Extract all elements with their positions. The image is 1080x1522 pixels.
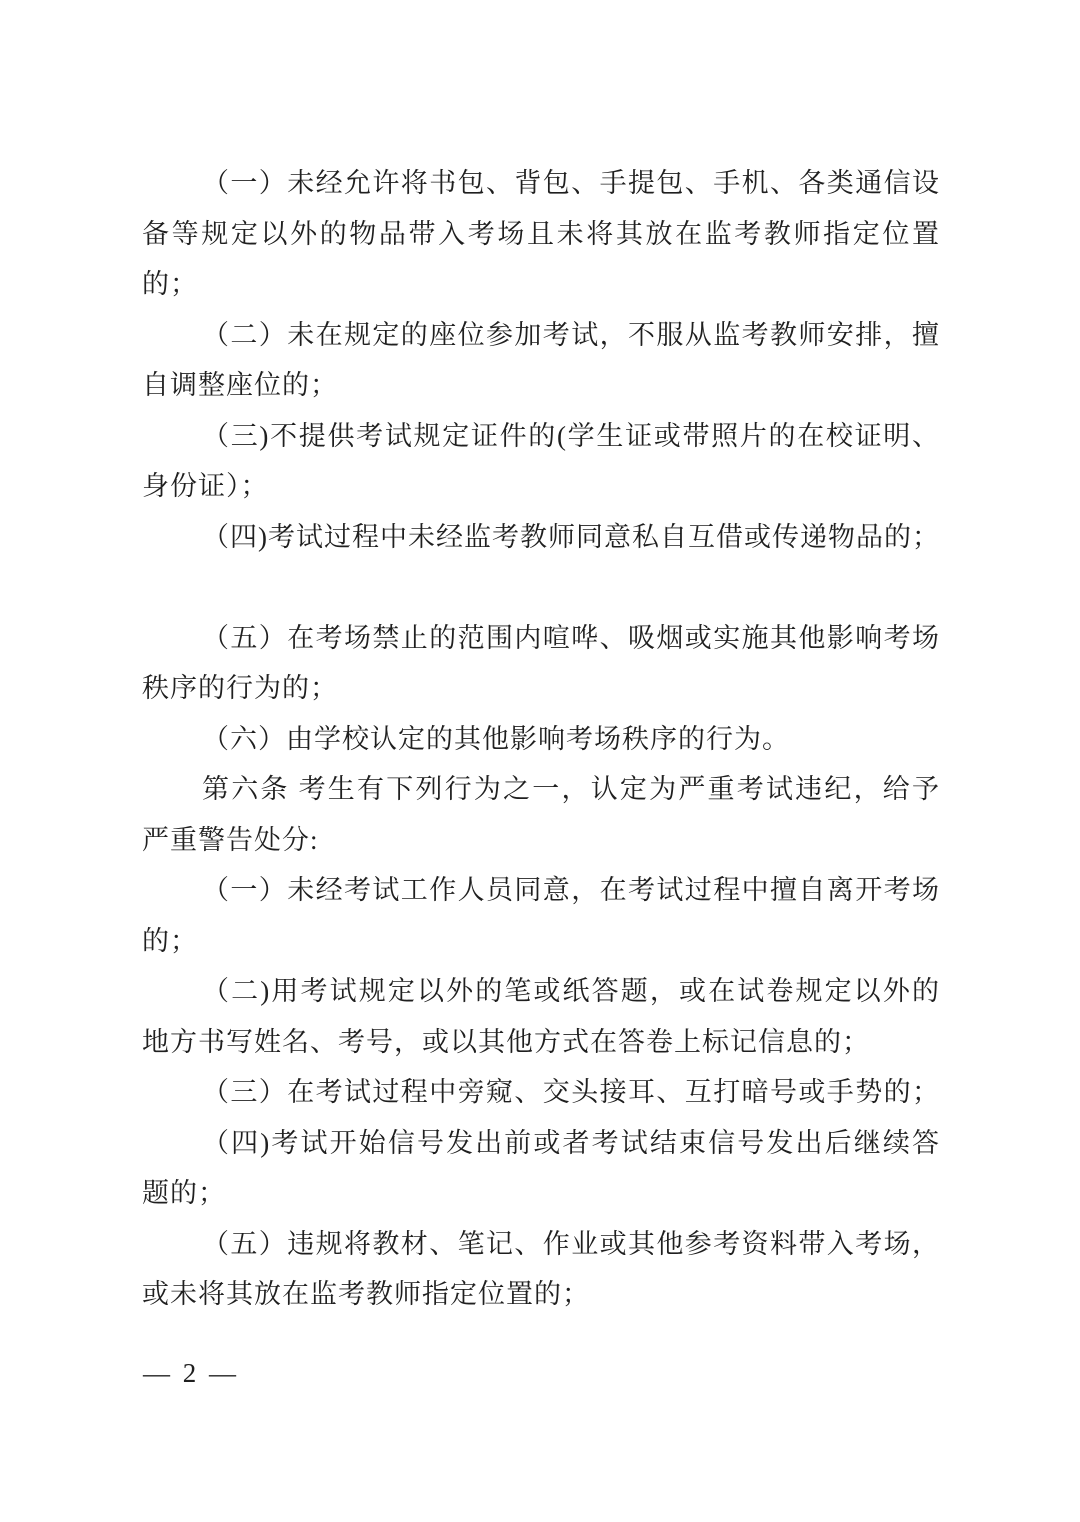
- text-line: 身份证）；: [142, 471, 269, 501]
- text-line: 严重警告处分:: [142, 824, 319, 855]
- text-line: （四)考试开始信号发出前或者考试结束信号发出后继续答: [202, 1127, 940, 1158]
- text-line: 题的；: [142, 1178, 226, 1208]
- text-line: 的；: [142, 925, 198, 956]
- text-line: （一）未经考试工作人员同意，在考试过程中擅自离开考场: [202, 875, 940, 905]
- text-line: （三）在考试过程中旁窥、交头接耳、互打暗号或手势的；: [202, 1077, 940, 1107]
- text-line: 秩序的行为的；: [142, 673, 338, 703]
- text-line: （二)用考试规定以外的笔或纸答题，或在试卷规定以外的: [202, 976, 940, 1006]
- text-line: （五）在考场禁止的范围内喧哗、吸烟或实施其他影响考场: [202, 622, 940, 653]
- text-line: （四)考试过程中未经监考教师同意私自互借或传递物品的；: [202, 521, 940, 552]
- text-line: （二）未在规定的座位参加考试，不服从监考教师安排，擅: [202, 319, 940, 350]
- text-line: 地方书写姓名、考号，或以其他方式在答卷上标记信息的；: [142, 1026, 870, 1057]
- text-line: （五）违规将教材、笔记、作业或其他参考资料带入考场，: [202, 1228, 940, 1259]
- text-line: （三)不提供考试规定证件的(学生证或带照片的在校证明、: [202, 420, 940, 451]
- text-line: 备等规定以外的物品带入考场且未将其放在监考教师指定位置: [142, 218, 940, 249]
- text-line: 或未将其放在监考教师指定位置的；: [142, 1279, 590, 1309]
- text-line: 第六条 考生有下列行为之一，认定为严重考试违纪，给予: [202, 774, 940, 804]
- text-line: 的；: [142, 269, 198, 299]
- text-line: （一）未经允许将书包、背包、手提包、手机、各类通信设: [202, 168, 940, 198]
- page-number: — 2 —: [143, 1358, 239, 1388]
- text-line: 自调整座位的；: [142, 370, 338, 400]
- document-body: [142, 158, 940, 1320]
- text-line: （六）由学校认定的其他影响考场秩序的行为。: [202, 723, 790, 754]
- blank-line: [142, 562, 940, 613]
